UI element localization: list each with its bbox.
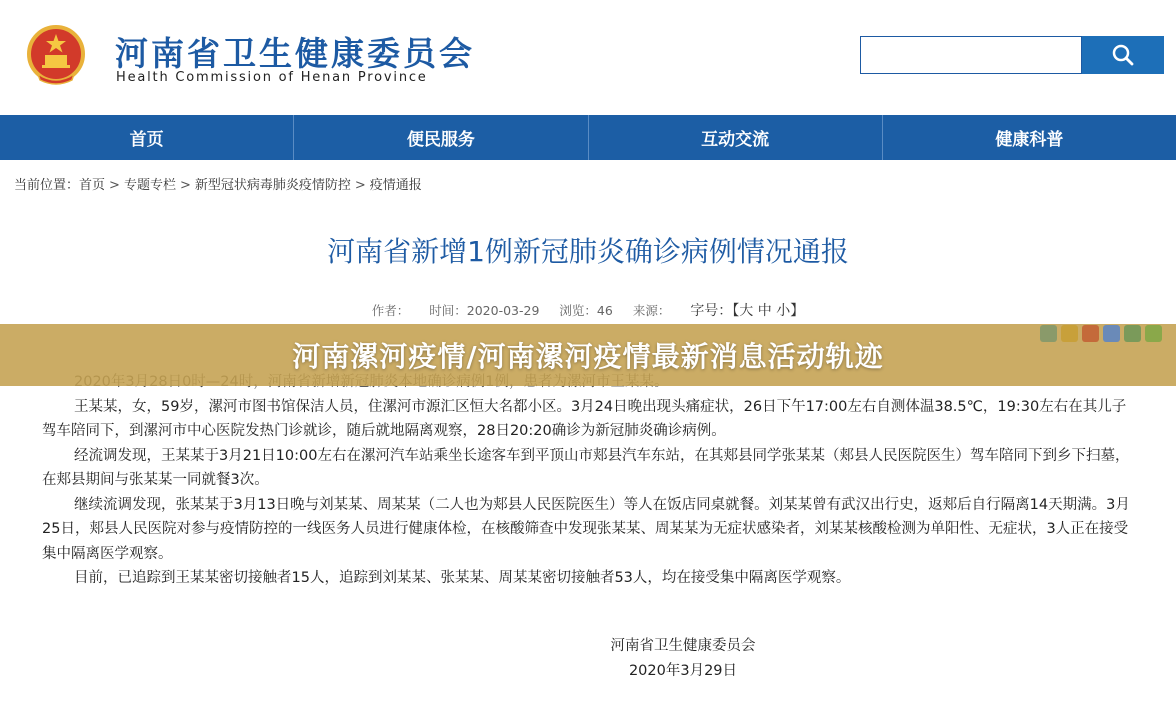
article-meta [0, 300, 1176, 320]
article-title: 河南省新增1例新冠肺炎确诊病例情况通报 [327, 235, 849, 268]
breadcrumb-separator: > [354, 178, 366, 193]
article-paragraph: 继续流调发现，张某某于3月13日晚与刘某某、周某某（二人也为郏县人民医院医生）等人在饭店同桌就餐。刘某某曾有武汉出行史，返郏后自行隔离14天期满。3月25日，郏县人民医院对参与疫情防控的一线医务人员进行健康体检，在核酸筛查中发现张某某、周某某为无症状感染者，刘某某核酸检测为单阳性、无症状，3人正在接受集中隔离医学观察。 [42, 496, 1130, 562]
wechat-icon[interactable] [1145, 325, 1162, 342]
breadcrumb [14, 174, 422, 193]
breadcrumb-item-special[interactable]: 专题专栏 [123, 178, 176, 193]
search-button[interactable] [1082, 36, 1164, 74]
article-paragraph: 王某某，女，59岁，漯河市图书馆保洁人员，住漯河市源汇区恒大名都小区。3月24日晚出现头痛症状，26日下午17:00左右自测体温38.5℃，19:30左右在其儿子驾车陪同下，到漯河市中心医院发热门诊就诊，随后就地隔离观察，28日20:20确诊为新冠肺炎确诊病例。 [42, 398, 1127, 439]
meta-views: 浏览：46 [559, 303, 613, 318]
national-emblem-icon [26, 24, 86, 86]
search-icon [1112, 44, 1134, 66]
article-paragraph: 目前，已追踪到王某某密切接触者15人，追踪到刘某某、张某某、周某某密切接触者53人，均在接受集中隔离医学观察。 [74, 570, 851, 586]
add-icon[interactable] [1040, 325, 1057, 342]
breadcrumb-item-home[interactable]: 首页 [79, 178, 106, 193]
font-size-switcher[interactable]: 字号：【大 中 小】 [690, 303, 805, 319]
breadcrumb-item-covid[interactable]: 新型冠状病毒肺炎疫情防控 [194, 178, 351, 193]
nav-item-services[interactable]: 便民服务 [294, 115, 588, 160]
site-title: 河南省卫生健康委员会 [115, 34, 475, 73]
qzone-icon[interactable] [1103, 325, 1120, 342]
meta-source: 来源： [632, 303, 671, 318]
nav-item-health-science[interactable]: 健康科普 [995, 130, 1064, 150]
search-input[interactable] [860, 36, 1082, 74]
site-subtitle: Health Commission of Henan Province [116, 70, 428, 85]
signature-date: 2020年3月29日 [628, 662, 738, 679]
signature-org: 河南省卫生健康委员会 [610, 638, 756, 654]
overlay-banner [0, 324, 1176, 386]
banner-text: 河南漯河疫情/河南漯河疫情最新消息活动轨迹 [292, 340, 884, 373]
article-body [42, 370, 1132, 591]
article-paragraph: 经流调发现，王某某于3月21日10:00左右在漯河汽车站乘坐长途客车到平顶山市郏县汽车东站，在其郏县同学张某某（郏县人民医院医生）驾车陪同下到乡下扫墓，在郏县期间与张某某一同就餐3次。 [42, 447, 1130, 488]
breadcrumb-separator: > [109, 178, 120, 193]
breadcrumb-item-report[interactable]: 疫情通报 [369, 178, 422, 193]
site-header [0, 0, 1176, 115]
article-signature [0, 634, 1176, 683]
weibo-icon[interactable] [1124, 325, 1141, 342]
breadcrumb-separator: > [179, 178, 191, 193]
favorite-icon[interactable] [1061, 325, 1078, 342]
main-nav [0, 115, 1176, 160]
share-toolbar [1040, 325, 1162, 342]
nav-item-interaction[interactable]: 互动交流 [589, 115, 883, 160]
nav-item-home[interactable]: 首页 [0, 115, 294, 160]
meta-time: 时间：2020-03-29 [429, 303, 540, 318]
breadcrumb-label: 当前位置： [14, 178, 80, 193]
share-icon[interactable] [1082, 325, 1099, 342]
meta-author: 作者： [371, 303, 410, 318]
